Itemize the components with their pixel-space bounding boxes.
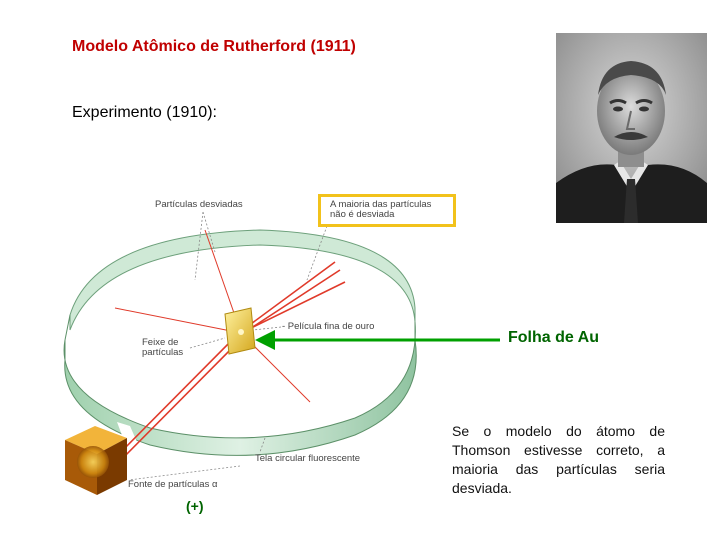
label-tela: Tela circular fluorescente xyxy=(255,453,361,464)
label-fonte: Fonte de partículas α xyxy=(128,479,218,490)
label-feixe-line2: partículas xyxy=(142,347,184,358)
label-maioria-line1: A maioria das partículas xyxy=(330,199,432,210)
folha-label: Folha de Au xyxy=(508,329,599,346)
label-feixe xyxy=(142,338,183,358)
label-feixe-line1: Feixe de xyxy=(142,337,179,348)
label-pelicula: - Película fina de ouro xyxy=(282,321,375,332)
label-desviadas: Partículas desviadas xyxy=(155,199,243,210)
plus-sign: (+) xyxy=(186,498,204,514)
label-maioria-line2: não é desviada xyxy=(330,209,395,220)
gold-foil-icon xyxy=(225,308,255,354)
label-maioria-box xyxy=(318,194,456,227)
particle-source-cube-icon xyxy=(65,426,127,495)
rutherford-experiment-diagram xyxy=(55,190,440,520)
arrow-to-foil-icon xyxy=(255,328,500,352)
slide-title: Modelo Atômico de Rutherford (1911) xyxy=(72,38,356,55)
scientist-portrait xyxy=(556,33,707,223)
slide-subtitle: Experimento (1910): xyxy=(72,104,217,121)
thomson-paragraph: Se o modelo do átomo de Thomson estivesse correto, a maioria das partículas seria desviada. xyxy=(452,423,665,496)
